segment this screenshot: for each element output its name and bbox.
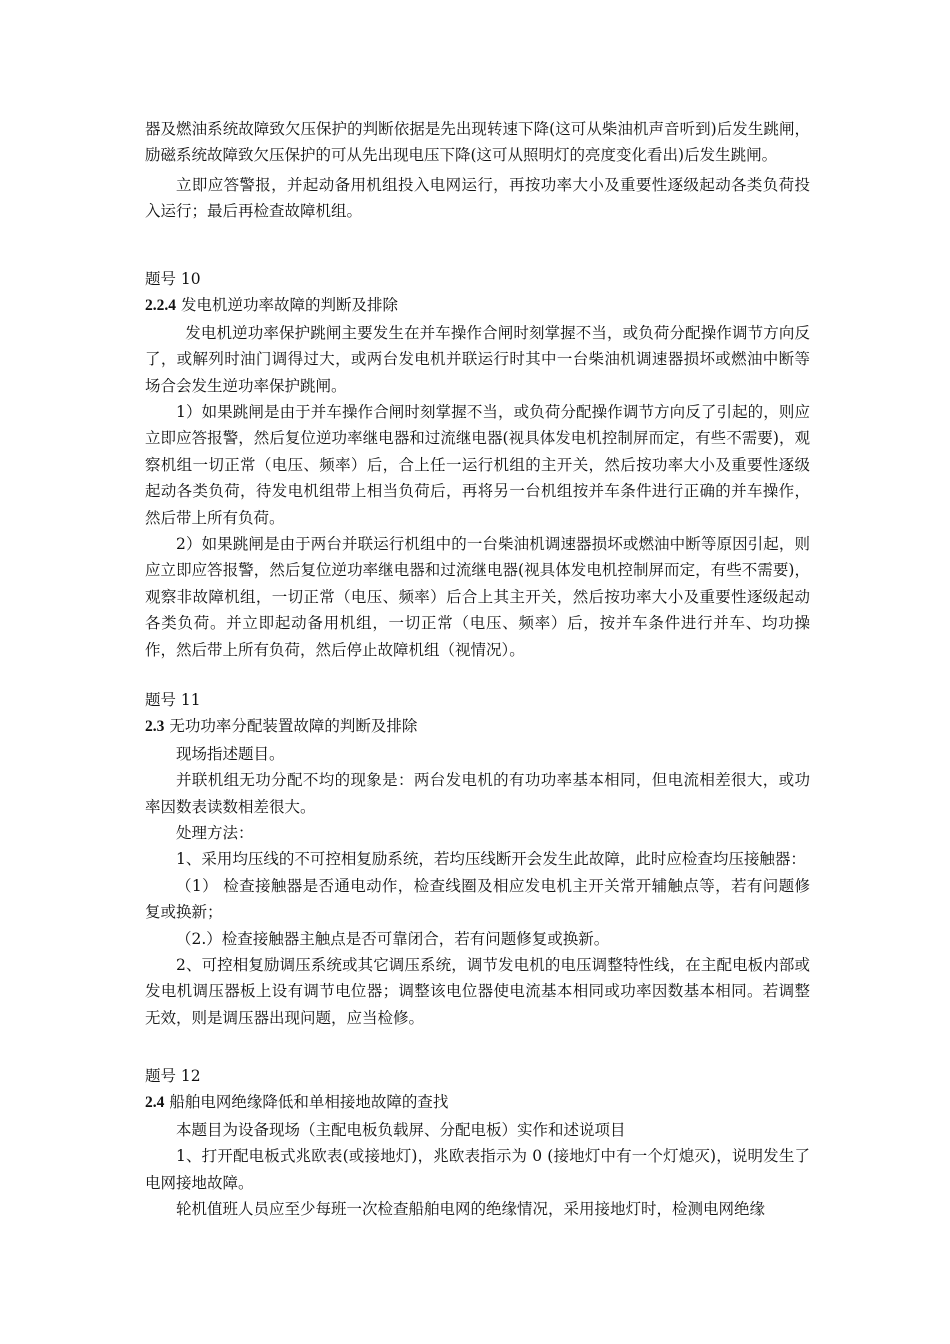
section-heading: [145, 1089, 810, 1116]
paragraph: 2）如果跳闸是由于两台并联运行机组中的一台柴油机调速器损坏或燃油中断等原因引起，则应立即应答报警，然后复位逆功率继电器和过流继电器(视具体发电机控制屏而定，有些不需要)，观察非故障机组，一切正常（电压、频率）后合上其主开关，然后按功率大小及重要性逐级起动各类负荷。并立即起动备用机组，一切正常（电压、频率）后，按并车条件进行并车、均功操作，然后带上所有负荷，然后停止故障机组（视情况）。: [145, 535, 810, 659]
paragraph: 2、可控相复励调压系统或其它调压系统，调节发电机的电压调整特性线，在主配电板内部或发电机调压器板上设有调节电位器；调整该电位器使电流基本相同或功率因数基本相同。若调整无效，则是调压器出现问题，应当检修。: [145, 956, 810, 1027]
section-number: 2.3: [145, 718, 165, 736]
paragraph: 并联机组无功分配不均的现象是：两台发电机的有功功率基本相同，但电流相差很大，或功率因数表读数相差很大。: [145, 771, 810, 816]
section-number: 2.4: [145, 1094, 165, 1112]
paragraph: 本题目为设备现场（主配电板负载屏、分配电板）实作和述说项目: [176, 1120, 626, 1139]
paragraph: 1、打开配电板式兆欧表(或接地灯)，兆欧表指示为 0 (接地灯中有一个灯熄灭)，说明发生了电网接地故障。: [145, 1147, 810, 1192]
section-title: 无功功率分配装置故障的判断及排除: [169, 717, 418, 736]
question-12-section: [145, 1063, 810, 1222]
paragraph: 1、采用均压线的不可控相复励系统，若均压线断开会发生此故障，此时应检查均压接触器：: [176, 850, 806, 869]
question-number: 题号 11: [145, 691, 201, 709]
section-title: 船舶电网绝缘降低和单相接地故障的查找: [169, 1093, 449, 1112]
paragraph: 现场指述题目。: [176, 744, 285, 763]
question-number: 题号 10: [145, 270, 201, 288]
section-number: 2.2.4: [145, 297, 176, 315]
question-10-section: [145, 266, 810, 663]
paragraph: 器及燃油系统故障致欠压保护的判断依据是先出现转速下降(这可从柴油机声音听到)后发生跳闸，励磁系统故障致欠压保护的可从先出现电压下降(这可从照明灯的亮度变化看出)后发生跳闸。: [145, 120, 810, 165]
paragraph: 1）如果跳闸是由于并车操作合闸时刻掌握不当，或负荷分配操作调节方向反了引起的，则应立即应答报警，然后复位逆功率继电器和过流继电器(视具体发电机控制屏而定，有些不需要)，观察机组一切正常（电压、频率）后，合上任一运行机组的主开关，然后按功率大小及重要性逐级起动各类负荷，待发电机组带上相当负荷后，再将另一台机组按并车条件进行正确的并车操作，然后带上所有负荷。: [145, 403, 810, 527]
continuation-section: [145, 116, 810, 225]
paragraph: （2.）检查接触器主触点是否可靠闭合，若有问题修复或换新。: [176, 929, 610, 948]
question-11-section: [145, 687, 810, 1031]
section-heading: [145, 292, 810, 319]
section-heading: [145, 713, 810, 740]
paragraph: （1） 检查接触器是否通电动作，检查线圈及相应发电机主开关常开辅触点等，若有问题修复或换新；: [145, 876, 810, 922]
paragraph: 立即应答警报，并起动备用机组投入电网运行，再按功率大小及重要性逐级起动各类负荷投入运行；最后再检查故障机组。: [145, 175, 810, 221]
paragraph: 处理方法：: [176, 824, 254, 843]
question-number: 题号 12: [145, 1067, 201, 1085]
paragraph: 发电机逆功率保护跳闸主要发生在并车操作合闸时刻掌握不当，或负荷分配操作调节方向反了，或解列时油门调得过大，或两台发电机并联运行时其中一台柴油机调速器损坏或燃油中断等场合会发生逆功率保护跳闸。: [145, 323, 810, 395]
section-title: 发电机逆功率故障的判断及排除: [181, 296, 399, 315]
paragraph: 轮机值班人员应至少每班一次检查船舶电网的绝缘情况，采用接地灯时，检测电网绝缘: [176, 1200, 766, 1219]
